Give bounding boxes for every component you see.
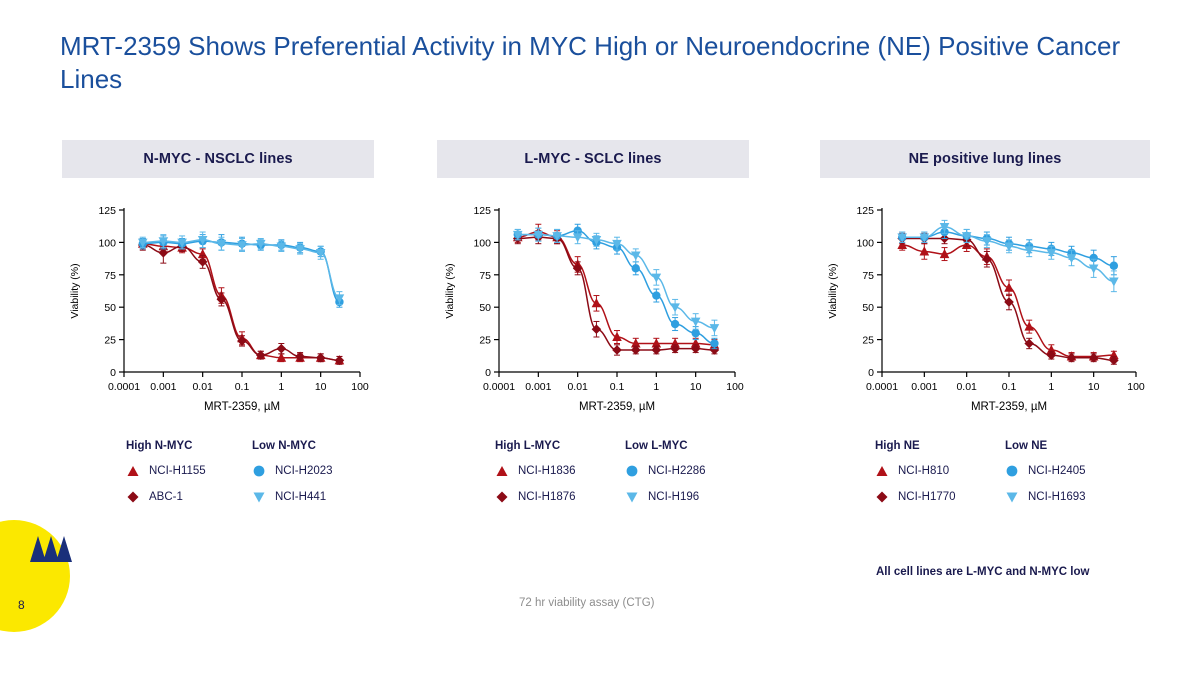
svg-text:0: 0 (868, 367, 874, 379)
page-number: 8 (18, 598, 25, 612)
legend-item (625, 464, 706, 478)
legend-item-label: NCI-H810 (898, 465, 950, 477)
legend-item (126, 464, 206, 478)
legend-lmyc (437, 440, 749, 550)
legend-group-title: Low NE (1005, 440, 1048, 452)
legend-item-label: NCI-H2023 (275, 465, 333, 477)
diamond-icon (126, 490, 140, 504)
legend-group-low-lmyc (625, 440, 706, 516)
diamond-icon (875, 490, 889, 504)
svg-text:0.0001: 0.0001 (865, 381, 899, 393)
assay-footnote: 72 hr viability assay (CTG) (519, 597, 655, 609)
svg-text:50: 50 (104, 302, 116, 315)
legend-group-title: Low L-MYC (625, 440, 688, 452)
svg-text:MRT-2359, µM: MRT-2359, µM (970, 401, 1048, 413)
svg-text:10: 10 (314, 381, 327, 393)
svg-text:10: 10 (1087, 381, 1100, 393)
svg-text:25: 25 (862, 334, 874, 347)
svg-text:25: 25 (479, 334, 491, 347)
svg-text:125: 125 (856, 205, 874, 217)
plot-svg-ne (820, 196, 1150, 426)
legend-item (1005, 464, 1086, 478)
svg-text:1: 1 (1048, 381, 1055, 393)
plot-area-lmyc (437, 196, 749, 426)
legend-group-low-nmyc (252, 440, 333, 516)
svg-text:0.001: 0.001 (525, 381, 552, 393)
legend-item (1005, 490, 1086, 504)
svg-text:0.01: 0.01 (192, 381, 213, 393)
legend-group-high-nmyc (126, 440, 206, 516)
legend-item (126, 490, 206, 504)
svg-text:75: 75 (862, 269, 874, 282)
svg-text:50: 50 (479, 302, 491, 315)
legend-item-label: ABC-1 (149, 491, 183, 503)
svg-text:0: 0 (485, 367, 491, 379)
svg-text:0.0001: 0.0001 (482, 381, 516, 393)
legend-group-high-lmyc (495, 440, 576, 516)
legend-item-label: NCI-H1693 (1028, 491, 1086, 503)
triangle-up-icon (126, 464, 140, 478)
svg-text:75: 75 (104, 269, 116, 282)
legend-item-label: NCI-H1836 (518, 465, 576, 477)
legend-item-label: NCI-H2286 (648, 465, 706, 477)
chart-panel-ne (820, 140, 1150, 550)
legend-item (495, 464, 576, 478)
panel-header-lmyc: L-MYC - SCLC lines (437, 140, 749, 178)
legend-item (625, 490, 706, 504)
svg-text:125: 125 (473, 205, 491, 217)
legend-group-title: High L-MYC (495, 440, 561, 452)
diamond-icon (495, 490, 509, 504)
company-logo (28, 532, 72, 571)
svg-text:75: 75 (479, 269, 491, 282)
legend-nmyc (62, 440, 374, 550)
plot-area-nmyc (62, 196, 374, 426)
panel-header-ne: NE positive lung lines (820, 140, 1150, 178)
legend-item (252, 490, 333, 504)
svg-text:125: 125 (98, 205, 116, 217)
chart-panel-lmyc (437, 140, 749, 550)
legend-item-label: NCI-H441 (275, 491, 327, 503)
svg-text:0.1: 0.1 (234, 381, 250, 393)
triangle-down-icon (252, 490, 266, 504)
svg-text:100: 100 (98, 237, 116, 250)
chart-panel-nmyc (62, 140, 374, 550)
legend-ne (820, 440, 1150, 550)
svg-text:Viability (%): Viability (%) (69, 263, 81, 319)
plot-area-ne (820, 196, 1150, 426)
svg-text:50: 50 (862, 302, 874, 315)
svg-text:0.0001: 0.0001 (107, 381, 141, 393)
legend-group-title: High NE (875, 440, 920, 452)
legend-group-title: High N-MYC (126, 440, 193, 452)
legend-group-title: Low N-MYC (252, 440, 316, 452)
circle-icon (625, 464, 639, 478)
triangle-down-icon (625, 490, 639, 504)
plot-svg-nmyc (62, 196, 374, 426)
svg-text:100: 100 (726, 381, 744, 393)
legend-item (495, 490, 576, 504)
svg-text:0.001: 0.001 (150, 381, 177, 393)
legend-group-high-ne (875, 440, 956, 516)
svg-text:100: 100 (856, 237, 874, 250)
circle-icon (1005, 464, 1019, 478)
svg-text:MRT-2359, µM: MRT-2359, µM (203, 401, 281, 413)
svg-text:Viability (%): Viability (%) (827, 263, 839, 319)
svg-text:MRT-2359, µM: MRT-2359, µM (578, 401, 656, 413)
panel-header-nmyc: N-MYC - NSCLC lines (62, 140, 374, 178)
triangle-up-icon (875, 464, 889, 478)
triangle-up-icon (495, 464, 509, 478)
legend-item (875, 464, 956, 478)
legend-group-low-ne (1005, 440, 1086, 516)
svg-text:25: 25 (104, 334, 116, 347)
svg-text:1: 1 (653, 381, 660, 393)
legend-item-label: NCI-H1770 (898, 491, 956, 503)
circle-icon (252, 464, 266, 478)
svg-text:0.001: 0.001 (911, 381, 938, 393)
svg-text:10: 10 (689, 381, 702, 393)
svg-text:100: 100 (473, 237, 491, 250)
plot-svg-lmyc (437, 196, 749, 426)
legend-item (875, 490, 956, 504)
legend-item-label: NCI-H1155 (149, 465, 206, 477)
svg-text:100: 100 (351, 381, 369, 393)
panel3-note: All cell lines are L-MYC and N-MYC low (876, 566, 1090, 578)
svg-text:100: 100 (1127, 381, 1145, 393)
legend-item-label: NCI-H2405 (1028, 465, 1086, 477)
svg-text:0.01: 0.01 (956, 381, 977, 393)
svg-text:0.01: 0.01 (567, 381, 588, 393)
page-title: MRT-2359 Shows Preferential Activity in MYC High or Neuroendocrine (NE) Positive Cancer Lines (60, 31, 1121, 95)
svg-text:Viability (%): Viability (%) (444, 263, 456, 319)
legend-item (252, 464, 333, 478)
triangle-down-icon (1005, 490, 1019, 504)
legend-item-label: NCI-H196 (648, 491, 700, 503)
svg-text:0.1: 0.1 (609, 381, 625, 393)
legend-item-label: NCI-H1876 (518, 491, 576, 503)
svg-text:1: 1 (278, 381, 285, 393)
svg-text:0.1: 0.1 (1001, 381, 1017, 393)
svg-text:0: 0 (110, 367, 116, 379)
